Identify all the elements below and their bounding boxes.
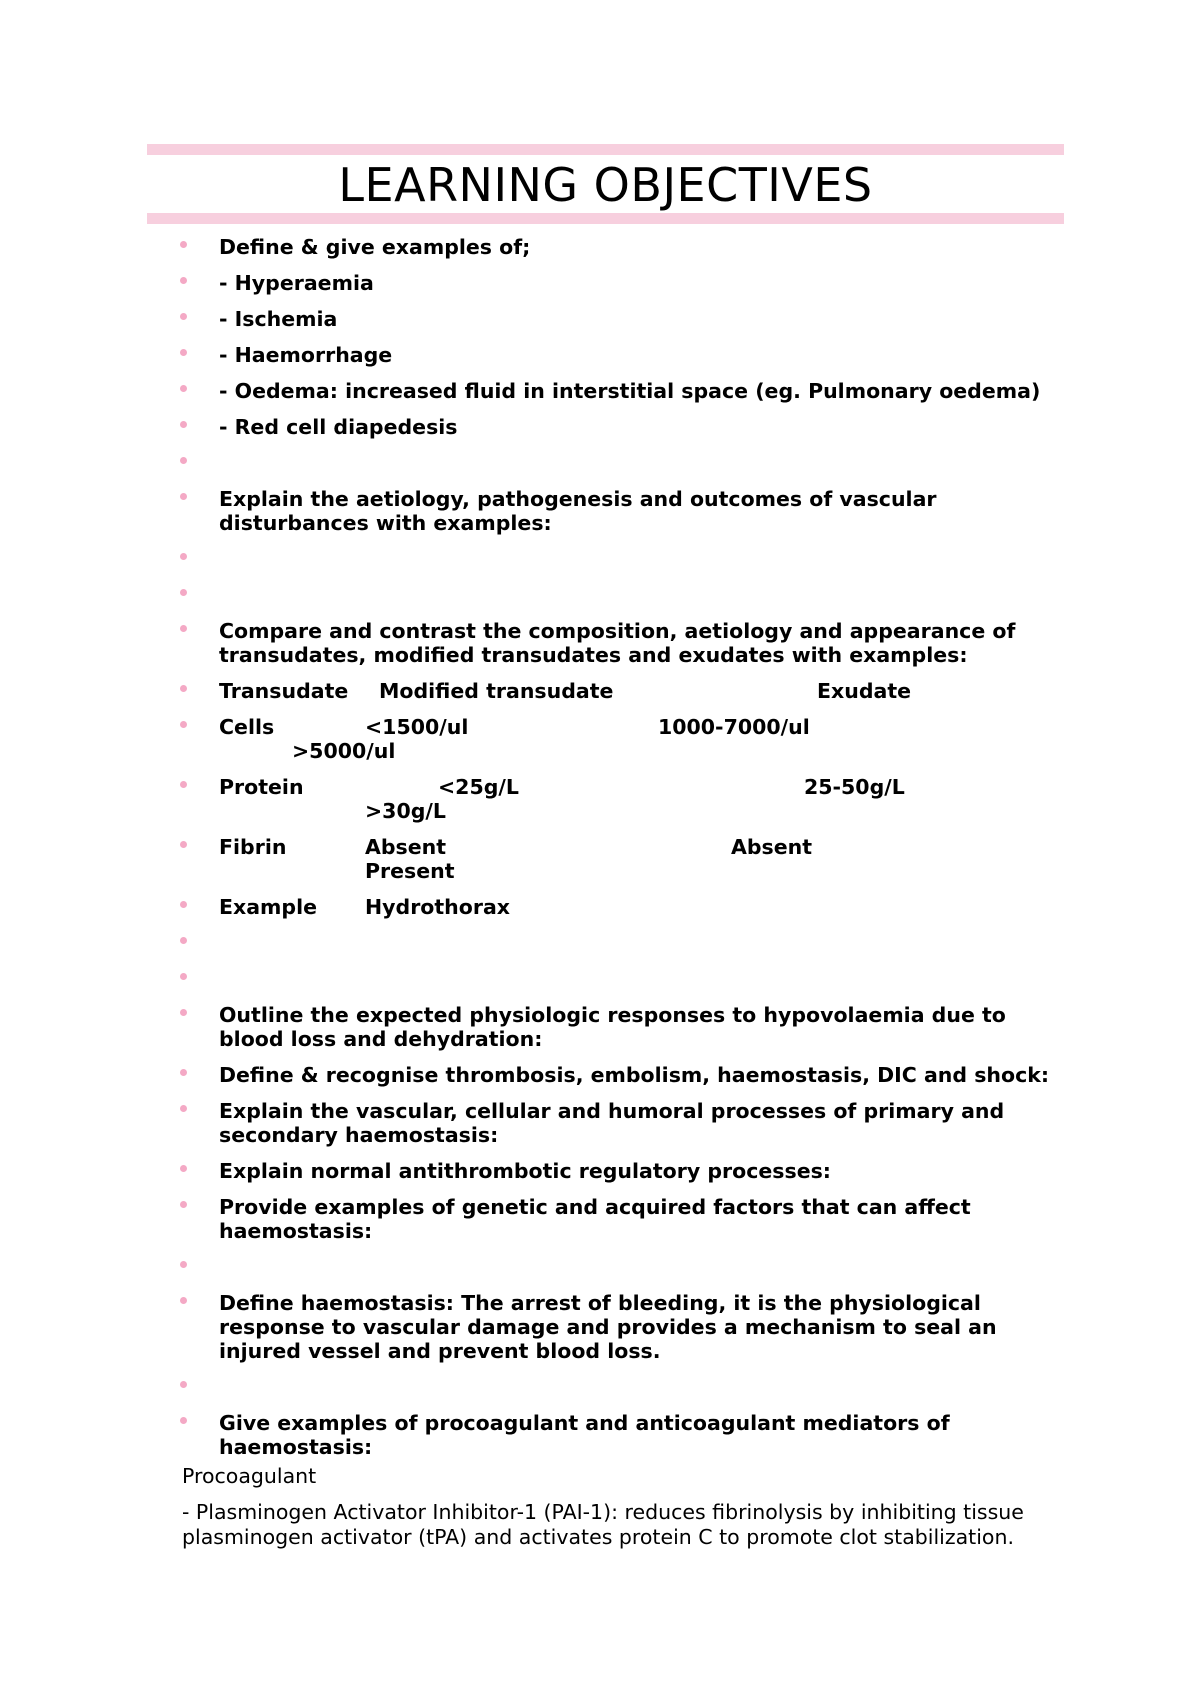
- bullet-icon: [180, 589, 187, 596]
- list-item-empty: [147, 451, 1077, 475]
- bullet-icon: [180, 493, 187, 500]
- bullet-icon: [180, 937, 187, 944]
- bullet-icon: [180, 1261, 187, 1268]
- list-item: [147, 1003, 1077, 1051]
- list-item-text: injured vessel and prevent blood loss.: [219, 1339, 661, 1363]
- bullet-icon: [180, 625, 187, 632]
- procoagulant-heading: Procoagulant: [182, 1464, 317, 1488]
- table-cell: Protein: [219, 775, 304, 799]
- bullet-icon: [180, 1105, 187, 1112]
- table-cell: Absent: [731, 835, 813, 859]
- list-item: [147, 1063, 1077, 1087]
- bullet-icon: [180, 973, 187, 980]
- list-item-text: Define haemostasis: The arrest of bleeding, it is the physiological: [219, 1291, 981, 1315]
- table-header-cell: Transudate: [219, 679, 349, 703]
- list-item: [147, 379, 1077, 403]
- list-item-empty: [147, 583, 1077, 607]
- table-cell: <1500/ul: [365, 715, 469, 739]
- bullet-icon: [180, 721, 187, 728]
- list-item: [147, 271, 1077, 295]
- list-item-empty: [147, 547, 1077, 571]
- bullet-icon: [180, 1297, 187, 1304]
- list-item-text: Provide examples of genetic and acquired factors that can affect: [219, 1195, 971, 1219]
- bullet-icon: [180, 1009, 187, 1016]
- list-item-text: Compare and contrast the composition, aetiology and appearance of: [219, 619, 1016, 643]
- list-item-empty: [147, 1255, 1077, 1279]
- table-cell: Hydrothorax: [365, 895, 511, 919]
- list-item-text: - Oedema: increased fluid in interstitial space (eg. Pulmonary oedema): [219, 379, 1041, 403]
- bullet-icon: [180, 1417, 187, 1424]
- list-item-text: transudates, modified transudates and exudates with examples:: [219, 643, 968, 667]
- table-cell: 1000-7000/ul: [658, 715, 810, 739]
- list-item: [147, 1159, 1077, 1183]
- procoagulant-line: plasminogen activator (tPA) and activates protein C to promote clot stabilization.: [182, 1525, 1014, 1549]
- list-item: [147, 235, 1077, 259]
- list-item-text: secondary haemostasis:: [219, 1123, 499, 1147]
- list-item-text: Explain the vascular, cellular and humoral processes of primary and: [219, 1099, 1005, 1123]
- list-item-text: Outline the expected physiologic responses to hypovolaemia due to: [219, 1003, 1006, 1027]
- bullet-icon: [180, 349, 187, 356]
- title-rule-top: [147, 144, 1064, 155]
- list-item-text: blood loss and dehydration:: [219, 1027, 543, 1051]
- bullet-icon: [180, 1069, 187, 1076]
- list-item-text: - Haemorrhage: [219, 343, 393, 367]
- table-cell: 25-50g/L: [804, 775, 905, 799]
- table-row: [147, 715, 1077, 763]
- table-cell: Absent: [365, 835, 447, 859]
- bullet-icon: [180, 1201, 187, 1208]
- bullet-icon: [180, 313, 187, 320]
- list-item: [147, 619, 1077, 667]
- bullet-icon: [180, 901, 187, 908]
- list-item-text: disturbances with examples:: [219, 511, 552, 535]
- bullet-icon: [180, 781, 187, 788]
- bullet-icon: [180, 553, 187, 560]
- table-cell: Fibrin: [219, 835, 287, 859]
- list-item-empty: [147, 931, 1077, 955]
- title-rule-bottom: [147, 213, 1064, 224]
- list-item: [147, 487, 1077, 535]
- list-item-empty: [147, 1375, 1077, 1399]
- table-row-header: [147, 679, 1077, 703]
- page-title: LEARNING OBJECTIVES: [338, 158, 873, 212]
- list-item: [147, 343, 1077, 367]
- list-item: [147, 1291, 1077, 1363]
- list-item-text: Define & give examples of;: [219, 235, 531, 259]
- table-cell: Present: [365, 859, 455, 883]
- table-row: [147, 835, 1077, 883]
- bullet-icon: [180, 685, 187, 692]
- list-item-text: Explain the aetiology, pathogenesis and outcomes of vascular: [219, 487, 937, 511]
- list-item-text: - Ischemia: [219, 307, 338, 331]
- list-item-empty: [147, 967, 1077, 991]
- table-cell: Example: [219, 895, 318, 919]
- list-item-text: haemostasis:: [219, 1219, 373, 1243]
- list-item-text: - Hyperaemia: [219, 271, 374, 295]
- list-item: [147, 415, 1077, 439]
- table-header-cell: Modified transudate: [379, 679, 614, 703]
- list-item: [147, 1099, 1077, 1147]
- bullet-icon: [180, 1381, 187, 1388]
- list-item: [147, 1195, 1077, 1243]
- bullet-icon: [180, 841, 187, 848]
- list-item-text: haemostasis:: [219, 1435, 373, 1459]
- bullet-icon: [180, 457, 187, 464]
- list-item-text: - Red cell diapedesis: [219, 415, 458, 439]
- procoagulant-line: - Plasminogen Activator Inhibitor-1 (PAI-1): reduces fibrinolysis by inhibiting tissue: [182, 1500, 1024, 1524]
- list-item-text: Define & recognise thrombosis, embolism, haemostasis, DIC and shock:: [219, 1063, 1050, 1087]
- bullet-icon: [180, 1165, 187, 1172]
- table-cell: >5000/ul: [292, 739, 396, 763]
- bullet-icon: [180, 385, 187, 392]
- list-item: [147, 307, 1077, 331]
- table-header-cell: Exudate: [817, 679, 912, 703]
- list-item-text: Give examples of procoagulant and anticoagulant mediators of: [219, 1411, 950, 1435]
- table-cell: >30g/L: [365, 799, 446, 823]
- table-row: [147, 775, 1077, 823]
- bullet-icon: [180, 241, 187, 248]
- table-row: [147, 895, 1077, 919]
- bullet-icon: [180, 421, 187, 428]
- objectives-list: [147, 235, 1077, 1471]
- table-cell: Cells: [219, 715, 275, 739]
- table-cell: <25g/L: [438, 775, 519, 799]
- list-item-text: response to vascular damage and provides a mechanism to seal an: [219, 1315, 997, 1339]
- list-item-text: Explain normal antithrombotic regulatory processes:: [219, 1159, 832, 1183]
- list-item: [147, 1411, 1077, 1459]
- bullet-icon: [180, 277, 187, 284]
